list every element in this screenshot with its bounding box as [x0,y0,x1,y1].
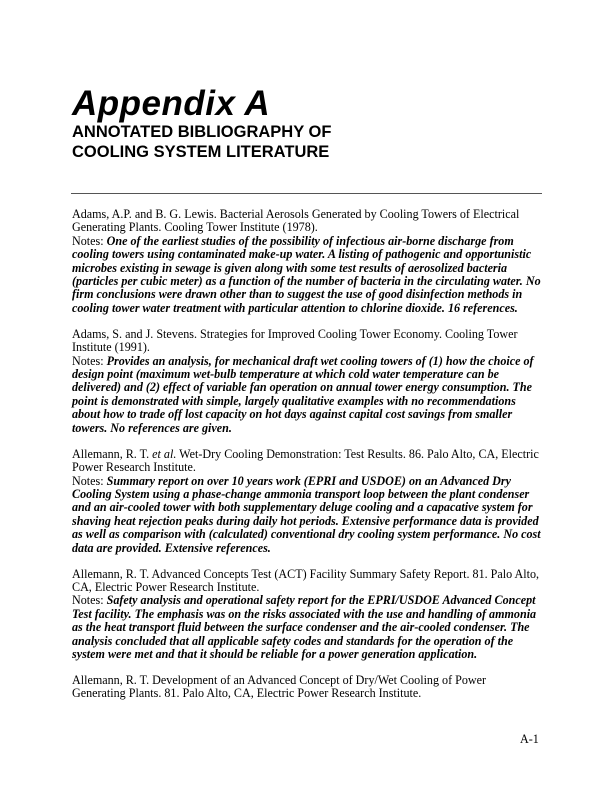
bibliography-entry [72,674,552,701]
citation-line: Adams, S. and J. Stevens. Strategies for Improved Cooling Tower Economy. Cooling Tower [72,326,518,341]
notes-text: cooling tower water treatment with particular attention to chlorine dioxide. 16 references. [72,300,518,315]
bibliography-entry [72,328,552,435]
notes-text: delivered) and (2) effect of variable fan operation on annual tower energy consumption. The [72,380,532,395]
bibliography-entry [72,448,552,555]
citation-line: Allemann, R. T. Advanced Concepts Test (ACT) Facility Summary Safety Report. 81. Palo Alto, [72,566,540,581]
notes-text: (particles per cubic meter) as a function of the number of bacteria in the circulating water. No [72,274,541,289]
citation-line: Institute (1991). [72,340,150,355]
notes-text: and an air-cooled tower with both supplementary deluge cooling and a capacative system for [72,500,533,515]
notes-text: Provides an analysis, for mechanical draft wet cooling towers of (1) how the choice of [106,353,534,368]
appendix-title: Appendix A [72,84,271,123]
notes-text: Cooling System using a phase-change ammonia transport loop between the plant condenser [72,486,530,501]
notes-label: Notes: [72,593,107,608]
notes-text: as well as comparison with (calculated) conventional dry cooling system performance. No cost [72,527,541,542]
horizontal-divider [71,193,542,194]
notes-text: microbes existing in sewage is given along with some test results of aerosolized bacteria [72,260,508,275]
notes-text: data are provided. Extensive references. [72,540,271,555]
notes-text: about how to trade off lost capacity on hot days against capital cost savings from smaller [72,407,513,422]
notes-label: Notes: [72,473,107,488]
notes-text: as the heat transport fluid between the surface condenser and the air-cooled condenser. The [72,620,530,635]
page-number: A-1 [520,732,539,746]
notes-text: system were met and that it should be reliable for a power generation application. [72,646,478,661]
subtitle-line: COOLING SYSTEM LITERATURE [72,143,330,161]
citation-line: Generating Plants. Cooling Tower Institute (1978). [72,220,318,235]
appendix-subtitle [72,122,331,162]
notes-text: analysis concluded that all applicable safety codes and standards for the operation of the [72,633,514,648]
citation-authors: Allemann, R. T. [72,446,153,461]
notes-text: firm conclusions were drawn other than to suggest the use of good disinfection methods in [72,287,523,302]
notes-text: Summary report on over 10 years work (EPRI and USDOE) on an Advanced Dry [106,473,511,488]
notes-text: cooling towers using contaminated make-up water. A listing of pathogenic and opportunistic [72,247,532,262]
citation-line [72,448,552,461]
notes-text: shaving heat rejection peaks during daily hot periods. Extensive performance data is provided [72,513,539,528]
notes-label: Notes: [72,353,107,368]
citation-et-al: et al. [152,446,177,461]
citation-line: Power Research Institute. [72,460,196,475]
citation-line: Generating Plants. 81. Palo Alto, CA, Electric Power Research Institute. [72,686,422,701]
notes-text: design point (maximum wet-bulb temperature at which cold water temperature can be [72,367,499,382]
citation-title: Wet-Dry Cooling Demonstration: Test Results. 86. Palo Alto, CA, Electric [176,446,539,461]
citation-line: Adams, A.P. and B. G. Lewis. Bacterial Aerosols Generated by Cooling Towers of Electrical [72,207,520,221]
notes-text: One of the earliest studies of the possibility of infectious air-borne discharge from [106,233,514,248]
notes-text: Safety analysis and operational safety report for the EPRI/USDOE Advanced Concept [106,593,536,608]
notes-label: Notes: [72,233,107,248]
notes-text: Test facility. The emphasis was on the risks associated with the use and handling of ammonia [72,606,537,621]
citation-line: Allemann, R. T. Development of an Advanced Concept of Dry/Wet Cooling of Power [72,672,487,687]
bibliography-entry [72,208,552,315]
notes-text: point is demonstrated with simple, largely qualitative examples with no recommendations [72,393,516,408]
notes-text: towers. No references are given. [72,420,232,435]
bibliography-entry [72,568,552,662]
subtitle-line: ANNOTATED BIBLIOGRAPHY OF [72,123,332,141]
bibliography-list [72,208,552,713]
citation-line: CA, Electric Power Research Institute. [72,579,260,594]
